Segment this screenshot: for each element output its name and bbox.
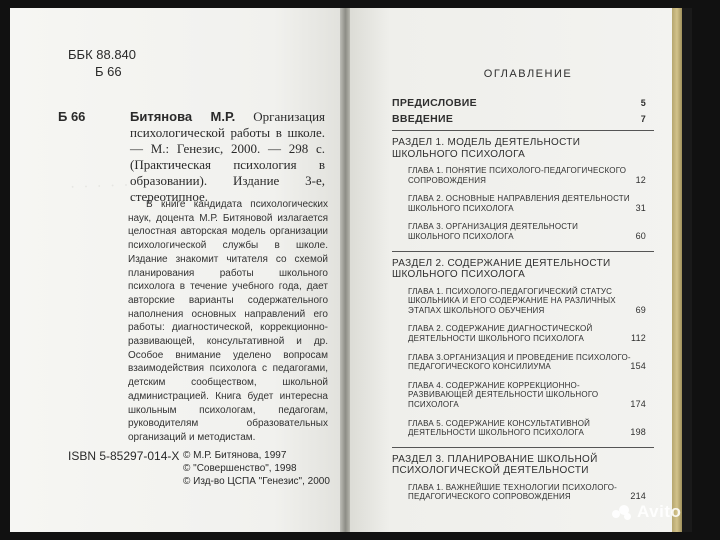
section-title: РАЗДЕЛ 3. ПЛАНИРОВАНИЕ ШКОЛЬНОЙ ПСИХОЛОГИЧЕСКОЙ ДЕЯТЕЛЬНОСТИ — [392, 453, 598, 477]
chapter-title: ГЛАВА 5. СОДЕРЖАНИЕ КОНСУЛЬТАТИВНОЙ ДЕЯТЕЛЬНОСТИ ШКОЛЬНОГО ПСИХОЛОГА — [408, 418, 591, 438]
divider — [392, 447, 654, 448]
toc-chapter — [408, 287, 654, 316]
chapter-title: ГЛАВА 4. СОДЕРЖАНИЕ КОРРЕКЦИОННО-РАЗВИВАЮЩЕЙ ДЕЯТЕЛЬНОСТИ ШКОЛЬНОГО ПСИХОЛОГА — [408, 380, 599, 409]
avito-logo-icon — [612, 505, 634, 521]
bleed-through-text: · · · · · · — [69, 176, 145, 197]
table-of-contents — [392, 68, 654, 511]
toc-title: ОГЛАВЛЕНИЕ — [483, 68, 573, 80]
toc-entry-title: ПРЕДИСЛОВИЕ — [392, 97, 477, 109]
toc-entry — [392, 98, 654, 109]
divider — [392, 251, 654, 252]
chapter-page: 112 — [631, 332, 646, 343]
toc-section — [392, 137, 654, 160]
chapter-title: ГЛАВА 2. СОДЕРЖАНИЕ ДИАГНОСТИЧЕСКОЙ ДЕЯТЕЛЬНОСТИ ШКОЛЬНОГО ПСИХОЛОГА — [408, 324, 593, 343]
page-edge — [672, 8, 682, 532]
toc-chapter — [408, 194, 654, 213]
toc-entry-title: ВВЕДЕНИЕ — [392, 113, 454, 125]
call-code: Б 66 — [58, 109, 86, 124]
chapter-page: 31 — [635, 202, 646, 213]
author-name: Битянова М.Р. — [130, 109, 236, 124]
toc-chapter — [408, 222, 654, 241]
open-book — [10, 8, 692, 532]
right-page — [350, 8, 682, 532]
toc-entry-page: 5 — [640, 98, 646, 108]
toc-chapter — [408, 419, 654, 438]
toc-chapter — [408, 353, 654, 372]
toc-section — [392, 258, 654, 281]
toc-section — [392, 454, 654, 477]
chapter-page: 198 — [630, 427, 646, 438]
annotation: В книге кандидата психологических наук, доцента М.Р. Битяновой излагается целостная авторская модель организации психологической службы в школе. Издание знакомит читателя со схемой планирования работы школьного психолога в течение учебного года, дает авторские варианты содержательного наполнения основных направлений его работы: диагностической, коррекционно-развивающей, консультативной и др. Особое внимание уделено вопросам взаимодействия психолога с педагогами, детским сообществом, школьной администрацией. Книга будет интересна школьным психологам, педагогам, руководителям образовательных организаций и методистам. — [128, 199, 328, 443]
toc-entry-page: 7 — [640, 114, 646, 124]
section-title: РАЗДЕЛ 2. СОДЕРЖАНИЕ ДЕЯТЕЛЬНОСТИ ШКОЛЬНОГО ПСИХОЛОГА — [392, 257, 611, 281]
chapter-title: ГЛАВА 1. ПОНЯТИЕ ПСИХОЛОГО-ПЕДАГОГИЧЕСКОГО СОПРОВОЖДЕНИЯ — [408, 166, 627, 185]
chapter-page: 12 — [635, 174, 646, 185]
watermark-text: Avito — [637, 502, 682, 521]
toc-chapter — [408, 483, 654, 502]
left-page — [10, 8, 340, 532]
bibliographic-record — [130, 109, 325, 205]
chapter-title: ГЛАВА 2. ОСНОВНЫЕ НАПРАВЛЕНИЯ ДЕЯТЕЛЬНОСТИ ШКОЛЬНОГО ПСИХОЛОГА — [408, 194, 630, 213]
toc-chapter — [408, 381, 654, 410]
chapter-title: ГЛАВА 3.ОРГАНИЗАЦИЯ И ПРОВЕДЕНИЕ ПСИХОЛОГО-ПЕДАГОГИЧЕСКОГО КОНСИЛИУМА — [408, 352, 631, 372]
chapter-title: ГЛАВА 1. ПСИХОЛОГО-ПЕДАГОГИЧЕСКИЙ СТАТУС ШКОЛЬНИКА И ЕГО СОДЕРЖАНИЕ НА РАЗЛИЧНЫХ ЭТАПАХ ШКОЛЬНОГО ОБУЧЕНИЯ — [408, 286, 616, 315]
isbn: ISBN 5-85297-014-X — [68, 449, 180, 463]
bbk-code: Б 66 — [95, 64, 122, 79]
chapter-page: 154 — [630, 361, 646, 372]
copyright-block — [183, 449, 330, 488]
chapter-page: 60 — [635, 230, 646, 241]
chapter-page: 214 — [630, 491, 646, 502]
copyright-line: © "Совершенство", 1998 — [183, 463, 297, 474]
chapter-page: 69 — [635, 304, 646, 315]
chapter-title: ГЛАВА 1. ВАЖНЕЙШИЕ ТЕХНОЛОГИИ ПСИХОЛОГО-ПЕДАГОГИЧЕСКОГО СОПРОВОЖДЕНИЯ — [408, 482, 618, 502]
toc-chapter — [408, 166, 654, 185]
chapter-page: 174 — [630, 398, 646, 409]
bbk-number: ББК 88.840 — [68, 47, 137, 62]
section-title: РАЗДЕЛ 1. МОДЕЛЬ ДЕЯТЕЛЬНОСТИ ШКОЛЬНОГО ПСИХОЛОГА — [392, 137, 581, 160]
bibliographic-description: Организация психологической работы в школе. — М.: Генезис, 2000. — 298 с. (Практическая психология в образовании). Издание 3-е, стереотипное. — [130, 109, 325, 204]
toc-chapter — [408, 324, 654, 343]
copyright-line: © Изд-во ЦСПА "Генезис", 2000 — [183, 476, 330, 487]
toc-entry — [392, 114, 654, 125]
bbk-index — [68, 46, 136, 80]
divider — [392, 130, 654, 131]
avito-watermark — [612, 502, 681, 522]
copyright-line: © М.Р. Битянова, 1997 — [183, 450, 287, 461]
chapter-title: ГЛАВА 3. ОРГАНИЗАЦИЯ ДЕЯТЕЛЬНОСТИ ШКОЛЬНОГО ПСИХОЛОГА — [408, 222, 579, 241]
